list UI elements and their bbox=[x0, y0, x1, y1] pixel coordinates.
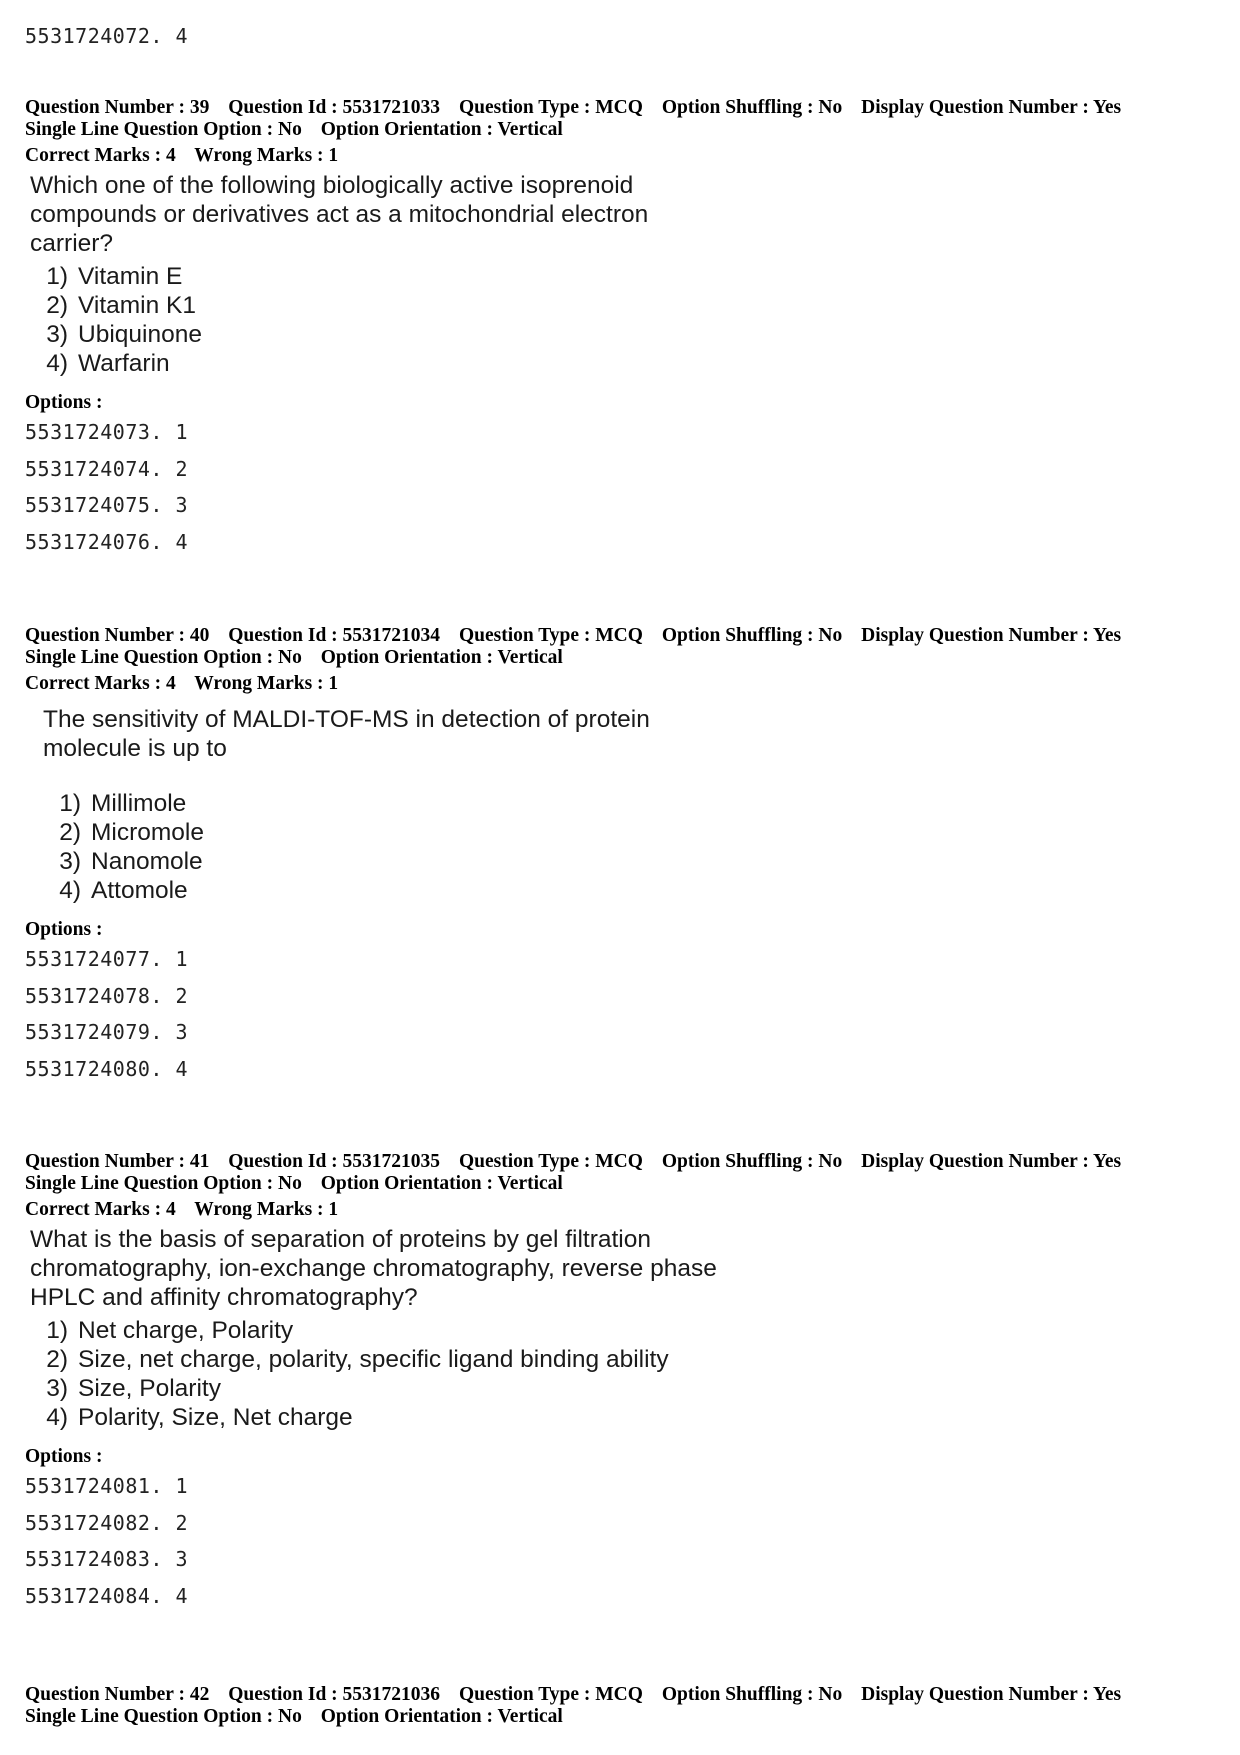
option-code: 5531724078. 2 bbox=[25, 983, 189, 1008]
choice-text: Micromole bbox=[91, 819, 204, 846]
option-code: 5531724073. 1 bbox=[25, 420, 189, 444]
single-line-option: Single Line Question Option : No bbox=[25, 1173, 302, 1194]
choice-number: 1) bbox=[46, 263, 68, 290]
choice-text: Nanomole bbox=[91, 848, 203, 875]
choice-item bbox=[30, 291, 1215, 320]
question-type: Question Type : MCQ bbox=[458, 625, 643, 646]
question-number: Question Number : 40 bbox=[25, 625, 210, 646]
display-question-number: Display Question Number : Yes bbox=[861, 97, 1122, 118]
choice-text: Vitamin E bbox=[78, 263, 183, 290]
question-meta-line1 bbox=[25, 1684, 1215, 1706]
option-code: 5531724077. 1 bbox=[25, 947, 189, 971]
option-code: 5531724080. 4 bbox=[25, 1056, 189, 1081]
question-type: Question Type : MCQ bbox=[458, 1151, 643, 1172]
question-text-line: carrier? bbox=[30, 230, 114, 257]
choice-number: 1) bbox=[59, 790, 81, 817]
option-shuffling: Option Shuffling : No bbox=[661, 1151, 843, 1172]
choice-number: 4) bbox=[46, 350, 68, 377]
option-code: 5531724081. 1 bbox=[25, 1474, 189, 1498]
choice-number: 3) bbox=[59, 848, 81, 875]
question-meta-line2 bbox=[25, 647, 1215, 669]
option-orientation: Option Orientation : Vertical bbox=[320, 1706, 563, 1727]
question-image bbox=[43, 705, 1215, 905]
question-image bbox=[30, 1225, 1215, 1432]
question-number: Question Number : 41 bbox=[25, 1151, 210, 1172]
choice-item bbox=[30, 1316, 1215, 1345]
display-question-number: Display Question Number : Yes bbox=[861, 1151, 1122, 1172]
display-question-number: Display Question Number : Yes bbox=[861, 1684, 1122, 1705]
question-number: Question Number : 42 bbox=[25, 1684, 210, 1705]
question-text-line: chromatography, ion-exchange chromatography, reverse phase bbox=[30, 1255, 717, 1282]
question-meta-line1 bbox=[25, 1151, 1215, 1173]
correct-marks: Correct Marks : 4 bbox=[25, 145, 176, 166]
option-code: 5531724082. 2 bbox=[25, 1510, 189, 1535]
choice-number: 1) bbox=[46, 1317, 68, 1344]
marks-line bbox=[25, 1199, 1215, 1221]
question-text-line: What is the basis of separation of proteins by gel filtration bbox=[30, 1226, 651, 1253]
question-id: Question Id : 5531721035 bbox=[228, 1151, 441, 1172]
marks-line bbox=[25, 673, 1215, 695]
correct-marks: Correct Marks : 4 bbox=[25, 673, 176, 694]
question-block-40 bbox=[25, 625, 1215, 1087]
question-id: Question Id : 5531721034 bbox=[228, 625, 441, 646]
options-label: Options : bbox=[25, 919, 103, 940]
question-meta-line2 bbox=[25, 1706, 1215, 1728]
question-text-line: molecule is up to bbox=[43, 735, 227, 762]
option-orientation: Option Orientation : Vertical bbox=[320, 119, 563, 140]
question-meta-line2 bbox=[25, 119, 1215, 141]
option-code: 5531724074. 2 bbox=[25, 456, 189, 481]
option-code-list bbox=[25, 414, 1215, 560]
choice-text: Millimole bbox=[91, 790, 187, 817]
choice-item bbox=[30, 349, 1215, 378]
question-block-39 bbox=[25, 97, 1215, 560]
choice-number: 2) bbox=[46, 292, 68, 319]
choice-text: Size, net charge, polarity, specific ligand binding ability bbox=[78, 1346, 669, 1373]
question-block-41 bbox=[25, 1151, 1215, 1614]
choice-list bbox=[30, 1316, 1215, 1432]
question-meta-line1 bbox=[25, 97, 1215, 119]
question-image bbox=[30, 171, 1215, 378]
option-shuffling: Option Shuffling : No bbox=[661, 625, 843, 646]
question-id: Question Id : 5531721033 bbox=[228, 97, 441, 118]
question-meta-line1 bbox=[25, 625, 1215, 647]
choice-text: Polarity, Size, Net charge bbox=[78, 1404, 353, 1431]
single-line-option: Single Line Question Option : No bbox=[25, 119, 302, 140]
question-text-line: The sensitivity of MALDI-TOF-MS in detection of protein bbox=[43, 706, 650, 733]
choice-list bbox=[43, 789, 1215, 905]
choice-number: 4) bbox=[59, 877, 81, 904]
question-text-line: HPLC and affinity chromatography? bbox=[30, 1284, 418, 1311]
option-orientation: Option Orientation : Vertical bbox=[320, 1173, 563, 1194]
option-code: 5531724079. 3 bbox=[25, 1020, 189, 1044]
option-code-list bbox=[25, 1468, 1215, 1614]
option-code: 5531724083. 3 bbox=[25, 1547, 189, 1571]
option-orientation: Option Orientation : Vertical bbox=[320, 647, 563, 668]
question-type: Question Type : MCQ bbox=[458, 1684, 643, 1705]
choice-item bbox=[43, 876, 1215, 905]
wrong-marks: Wrong Marks : 1 bbox=[194, 145, 339, 166]
correct-marks: Correct Marks : 4 bbox=[25, 1199, 176, 1220]
wrong-marks: Wrong Marks : 1 bbox=[194, 673, 339, 694]
option-code: 5531724084. 4 bbox=[25, 1583, 189, 1608]
choice-text: Ubiquinone bbox=[78, 321, 202, 348]
marks-line bbox=[25, 145, 1215, 167]
single-line-option: Single Line Question Option : No bbox=[25, 1706, 302, 1727]
choice-item bbox=[30, 1345, 1215, 1374]
question-number: Question Number : 39 bbox=[25, 97, 210, 118]
choice-item bbox=[43, 847, 1215, 876]
option-code: 5531724076. 4 bbox=[25, 529, 189, 554]
choice-number: 3) bbox=[46, 321, 68, 348]
choice-number: 2) bbox=[59, 819, 81, 846]
option-shuffling: Option Shuffling : No bbox=[661, 97, 843, 118]
choice-text: Attomole bbox=[91, 877, 188, 904]
choice-text: Warfarin bbox=[78, 350, 170, 377]
choice-number: 4) bbox=[46, 1404, 68, 1431]
choice-list bbox=[30, 262, 1215, 378]
choice-number: 2) bbox=[46, 1346, 68, 1373]
options-label: Options : bbox=[25, 392, 103, 413]
choice-number: 3) bbox=[46, 1375, 68, 1402]
choice-item bbox=[43, 789, 1215, 818]
option-code: 5531724075. 3 bbox=[25, 493, 189, 517]
question-text bbox=[30, 171, 1215, 258]
choice-item bbox=[30, 1403, 1215, 1432]
question-type: Question Type : MCQ bbox=[458, 97, 643, 118]
question-block-42 bbox=[25, 1684, 1215, 1728]
wrong-marks: Wrong Marks : 1 bbox=[194, 1199, 339, 1220]
choice-text: Vitamin K1 bbox=[78, 292, 197, 319]
display-question-number: Display Question Number : Yes bbox=[861, 625, 1122, 646]
choice-item bbox=[30, 320, 1215, 349]
question-id: Question Id : 5531721036 bbox=[228, 1684, 441, 1705]
choice-item bbox=[30, 262, 1215, 291]
question-text bbox=[43, 705, 1215, 763]
choice-item bbox=[43, 818, 1215, 847]
option-code: 5531724072. 4 bbox=[25, 24, 189, 48]
options-label: Options : bbox=[25, 1446, 103, 1467]
question-text-line: Which one of the following biologically active isoprenoid bbox=[30, 172, 634, 199]
question-text-line: compounds or derivatives act as a mitochondrial electron bbox=[30, 201, 649, 228]
question-text bbox=[30, 1225, 1215, 1312]
option-shuffling: Option Shuffling : No bbox=[661, 1684, 843, 1705]
single-line-option: Single Line Question Option : No bbox=[25, 647, 302, 668]
choice-text: Net charge, Polarity bbox=[78, 1317, 294, 1344]
question-meta-line2 bbox=[25, 1173, 1215, 1195]
choice-text: Size, Polarity bbox=[78, 1375, 221, 1402]
choice-item bbox=[30, 1374, 1215, 1403]
option-code-list bbox=[25, 941, 1215, 1087]
